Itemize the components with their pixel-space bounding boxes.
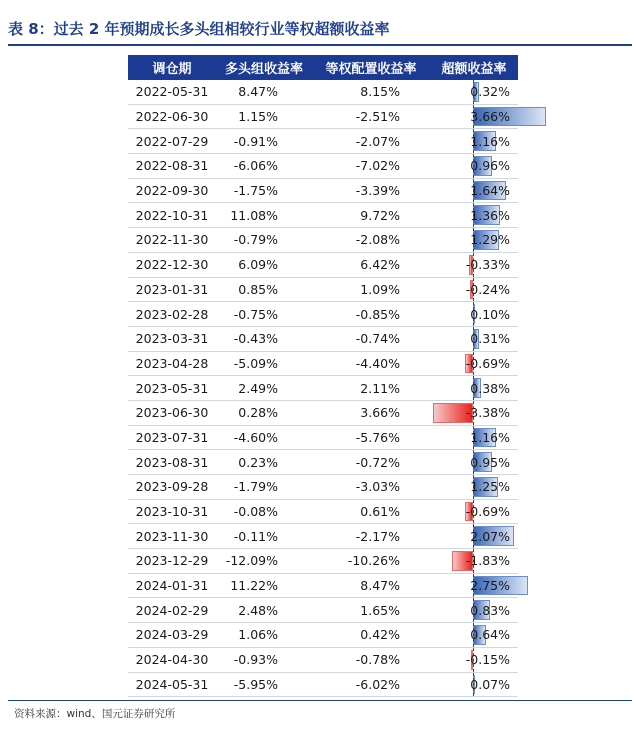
table-row <box>128 549 518 574</box>
table-row <box>128 574 518 599</box>
cell-long-return: -5.09% <box>233 355 278 371</box>
cell-excess-return <box>430 673 518 697</box>
top-rule <box>8 44 632 46</box>
cell-equal-return: -0.74% <box>355 331 400 347</box>
excess-value: 0.32% <box>470 84 510 100</box>
cell-excess-return <box>430 524 518 548</box>
cell-equal-return: 2.11% <box>360 380 400 396</box>
excess-value: 2.75% <box>470 578 510 594</box>
excess-value: -0.24% <box>465 281 510 297</box>
cell-excess-return <box>430 253 518 277</box>
table-body <box>128 80 518 697</box>
excess-value: 0.95% <box>470 454 510 470</box>
excess-value: -0.69% <box>465 504 510 520</box>
table-row <box>128 450 518 475</box>
cell-long-return: -0.79% <box>233 232 278 248</box>
table-row <box>128 475 518 500</box>
cell-equal-return: -2.07% <box>355 133 400 149</box>
table-row <box>128 179 518 204</box>
cell-equal-return: 1.65% <box>360 602 400 618</box>
cell-period: 2022-09-30 <box>135 183 209 199</box>
cell-long-return: 11.08% <box>230 207 278 223</box>
table-title: 表 8：过去 2 年预期成长多头组相较行业等权超额收益率 <box>8 20 390 38</box>
excess-value: -0.69% <box>465 355 510 371</box>
table-row <box>128 203 518 228</box>
table-row <box>128 352 518 377</box>
cell-long-return: -0.75% <box>233 306 278 322</box>
cell-excess-return <box>430 549 518 573</box>
excess-value: 1.64% <box>470 183 510 199</box>
table-row <box>128 129 518 154</box>
cell-excess-return <box>430 475 518 499</box>
excess-return-table <box>128 55 518 697</box>
table-row <box>128 228 518 253</box>
cell-long-return: -0.08% <box>233 504 278 520</box>
cell-long-return: 11.22% <box>230 578 278 594</box>
cell-period: 2023-08-31 <box>135 454 209 470</box>
table-row <box>128 673 518 698</box>
cell-equal-return: 3.66% <box>360 405 400 421</box>
excess-value: 0.64% <box>470 627 510 643</box>
cell-long-return: -1.79% <box>233 479 278 495</box>
table-row <box>128 327 518 352</box>
cell-equal-return: 9.72% <box>360 207 400 223</box>
table-row <box>128 426 518 451</box>
cell-excess-return <box>430 426 518 450</box>
cell-long-return: 0.85% <box>238 281 278 297</box>
cell-excess-return <box>430 450 518 474</box>
excess-value: 2.07% <box>470 528 510 544</box>
cell-long-return: 8.47% <box>238 84 278 100</box>
cell-equal-return: -3.03% <box>355 479 400 495</box>
header-equal-return: 等权配置收益率 <box>325 62 417 77</box>
cell-excess-return <box>430 179 518 203</box>
cell-excess-return <box>430 574 518 598</box>
cell-equal-return: 0.42% <box>360 627 400 643</box>
excess-value: 1.29% <box>470 232 510 248</box>
cell-period: 2023-02-28 <box>135 306 209 322</box>
cell-period: 2023-10-31 <box>135 504 209 520</box>
cell-long-return: -1.75% <box>233 183 278 199</box>
cell-equal-return: 1.09% <box>360 281 400 297</box>
cell-excess-return <box>430 598 518 622</box>
table-header <box>128 55 518 80</box>
cell-period: 2023-05-31 <box>135 380 209 396</box>
cell-long-return: -0.11% <box>233 528 278 544</box>
cell-equal-return: -2.08% <box>355 232 400 248</box>
cell-excess-return <box>430 500 518 524</box>
cell-long-return: 0.28% <box>238 405 278 421</box>
excess-value: -3.38% <box>465 405 510 421</box>
table-row <box>128 623 518 648</box>
excess-value: 3.66% <box>470 109 510 125</box>
excess-value: 1.25% <box>470 479 510 495</box>
excess-value: 1.36% <box>470 207 510 223</box>
cell-long-return: 6.09% <box>238 257 278 273</box>
cell-period: 2022-12-30 <box>135 257 209 273</box>
cell-period: 2023-09-28 <box>135 479 209 495</box>
cell-excess-return <box>430 376 518 400</box>
excess-value: -0.33% <box>465 257 510 273</box>
table-row <box>128 80 518 105</box>
cell-period: 2022-08-31 <box>135 158 209 174</box>
excess-value: 1.16% <box>470 429 510 445</box>
cell-period: 2023-12-29 <box>135 553 209 569</box>
cell-period: 2023-04-28 <box>135 355 209 371</box>
cell-period: 2022-06-30 <box>135 109 209 125</box>
cell-period: 2022-07-29 <box>135 133 209 149</box>
excess-value: -1.83% <box>465 553 510 569</box>
header-period: 调仓期 <box>152 62 192 77</box>
cell-period: 2024-05-31 <box>135 676 209 692</box>
table-row <box>128 278 518 303</box>
cell-excess-return <box>430 154 518 178</box>
cell-excess-return <box>430 105 518 129</box>
cell-long-return: -6.06% <box>233 158 278 174</box>
cell-period: 2024-04-30 <box>135 652 209 668</box>
cell-equal-return: -4.40% <box>355 355 400 371</box>
excess-value: -0.15% <box>465 652 510 668</box>
cell-long-return: 2.48% <box>238 602 278 618</box>
cell-long-return: -0.91% <box>233 133 278 149</box>
cell-equal-return: -7.02% <box>355 158 400 174</box>
excess-value: 0.07% <box>470 676 510 692</box>
cell-equal-return: -6.02% <box>355 676 400 692</box>
excess-value: 1.16% <box>470 133 510 149</box>
cell-equal-return: 6.42% <box>360 257 400 273</box>
cell-equal-return: -0.85% <box>355 306 400 322</box>
cell-equal-return: -0.78% <box>355 652 400 668</box>
cell-period: 2022-10-31 <box>135 207 209 223</box>
cell-equal-return: -0.72% <box>355 454 400 470</box>
cell-equal-return: -2.51% <box>355 109 400 125</box>
cell-period: 2024-02-29 <box>135 602 209 618</box>
cell-excess-return <box>430 401 518 425</box>
excess-value: 0.83% <box>470 602 510 618</box>
cell-long-return: -4.60% <box>233 429 278 445</box>
cell-period: 2023-11-30 <box>135 528 209 544</box>
table-row <box>128 376 518 401</box>
cell-excess-return <box>430 327 518 351</box>
cell-long-return: 1.15% <box>238 109 278 125</box>
cell-long-return: 2.49% <box>238 380 278 396</box>
cell-equal-return: 8.15% <box>360 84 400 100</box>
source-note: 资料来源：wind、国元证券研究所 <box>14 708 176 720</box>
cell-equal-return: -2.17% <box>355 528 400 544</box>
cell-excess-return <box>430 302 518 326</box>
header-long-return: 多头组收益率 <box>224 62 303 77</box>
cell-excess-return <box>430 278 518 302</box>
bottom-rule <box>8 700 632 701</box>
cell-period: 2022-05-31 <box>135 84 209 100</box>
cell-long-return: -12.09% <box>225 553 278 569</box>
cell-excess-return <box>430 80 518 104</box>
excess-value: 0.38% <box>470 380 510 396</box>
excess-value: 0.31% <box>470 331 510 347</box>
cell-period: 2024-01-31 <box>135 578 209 594</box>
cell-excess-return <box>430 623 518 647</box>
table-row <box>128 154 518 179</box>
cell-equal-return: -10.26% <box>347 553 400 569</box>
cell-equal-return: 8.47% <box>360 578 400 594</box>
cell-excess-return <box>430 352 518 376</box>
cell-period: 2023-03-31 <box>135 331 209 347</box>
cell-equal-return: -3.39% <box>355 183 400 199</box>
excess-value: 0.10% <box>470 306 510 322</box>
cell-long-return: -5.95% <box>233 676 278 692</box>
excess-value: 0.96% <box>470 158 510 174</box>
cell-equal-return: 0.61% <box>360 504 400 520</box>
cell-excess-return <box>430 648 518 672</box>
table-row <box>128 105 518 130</box>
header-excess-return: 超额收益率 <box>441 62 507 77</box>
cell-excess-return <box>430 203 518 227</box>
cell-period: 2024-03-29 <box>135 627 209 643</box>
cell-period: 2023-06-30 <box>135 405 209 421</box>
table-row <box>128 500 518 525</box>
cell-period: 2022-11-30 <box>135 232 209 248</box>
cell-long-return: 1.06% <box>238 627 278 643</box>
cell-long-return: -0.93% <box>233 652 278 668</box>
table-row <box>128 524 518 549</box>
cell-long-return: -0.43% <box>233 331 278 347</box>
table-row <box>128 253 518 278</box>
table-row <box>128 598 518 623</box>
cell-excess-return <box>430 129 518 153</box>
cell-period: 2023-07-31 <box>135 429 209 445</box>
cell-long-return: 0.23% <box>238 454 278 470</box>
cell-excess-return <box>430 228 518 252</box>
cell-period: 2023-01-31 <box>135 281 209 297</box>
table-row <box>128 401 518 426</box>
cell-equal-return: -5.76% <box>355 429 400 445</box>
table-row <box>128 648 518 673</box>
table-row <box>128 302 518 327</box>
